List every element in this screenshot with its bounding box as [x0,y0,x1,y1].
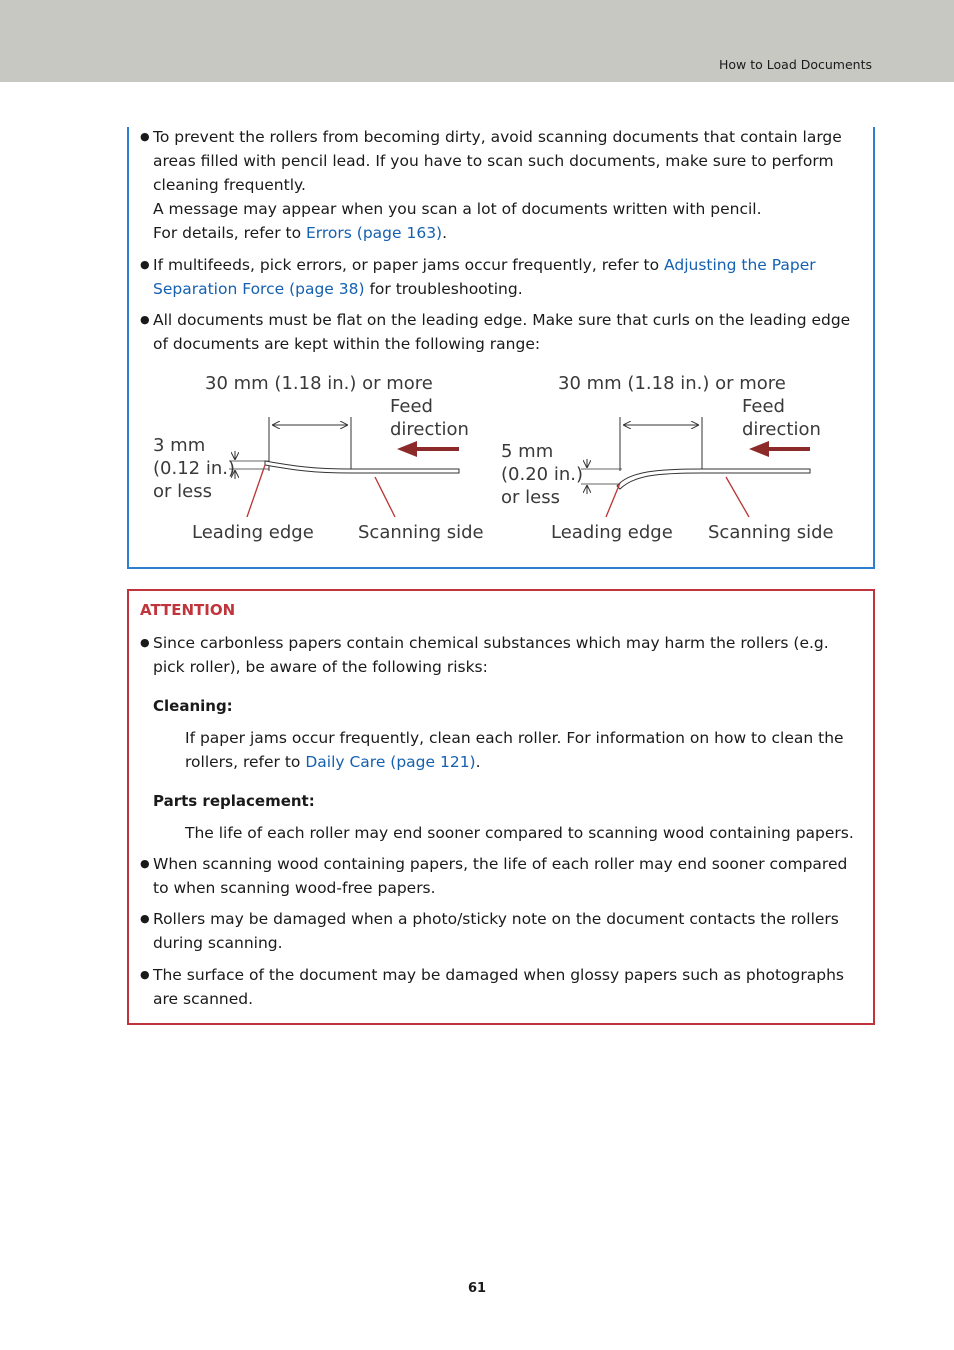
attention-bullet-3-text: Rollers may be damaged when a photo/sticky note on the document contacts the rollers during scanning. [153,910,839,952]
right-direction-label: direction [742,419,821,440]
left-curl-label-3: or less [153,481,212,502]
hint-bullet-1-text: To prevent the rollers from becoming dirty, avoid scanning documents that contain large areas filled with pencil lead. If you have to scan such documents, make sure to perform cleaning frequently. [153,128,842,194]
header-band [0,0,954,82]
hint-bullet-1 [140,125,865,245]
right-leading-edge-label: Leading edge [551,522,673,543]
cleaning-text-body: If paper jams occur frequently, clean each roller. For information on how to clean the rollers, refer to [185,729,844,771]
left-leading-edge-label: Leading edge [192,522,314,543]
right-curl-label-3: or less [501,487,560,508]
bullet-icon: ● [140,968,150,981]
period: . [442,224,448,242]
bullet-icon: ● [140,313,150,326]
attention-bullet-3 [140,907,853,955]
left-diagram [153,373,484,543]
attention-bullet-1 [140,631,853,679]
hint-bullet-1-message: A message may appear when you scan a lot of documents written with pencil. [153,200,762,218]
errors-link[interactable]: Errors (page 163) [306,224,443,242]
attention-bullet-4-text: The surface of the document may be damaged when glossy papers such as photographs are scanned. [153,966,844,1008]
right-scanning-side-label: Scanning side [708,522,834,543]
right-length-label: 30 mm (1.18 in.) or more [558,373,786,394]
parts-replacement-text: The life of each roller may end sooner compared to scanning wood containing papers. [185,824,854,842]
right-feed-arrow-icon [749,441,810,457]
left-scanning-side-label: Scanning side [358,522,484,543]
paper-separation-link[interactable]: Adjusting the Paper Separation Force (page 38) [153,256,816,298]
right-diagram [501,373,834,543]
attention-box [127,589,875,1025]
bullet-icon: ● [140,912,150,925]
attention-bullet-2-text: When scanning wood containing papers, the life of each roller may end sooner compared to when scanning wood-free papers. [153,855,848,897]
bullet-icon: ● [140,130,150,143]
daily-care-link[interactable]: Daily Care (page 121) [305,753,476,771]
hint-bullet-3-text: All documents must be flat on the leading edge. Make sure that curls on the leading edge of documents are kept within the following range: [153,311,851,353]
hint-bullet-2 [140,253,865,301]
left-length-label: 30 mm (1.18 in.) or more [205,373,433,394]
attention-bullet-2 [140,852,853,900]
cleaning-label: Cleaning: [153,697,233,715]
hint-box [127,127,875,569]
attention-bullet-1-text: Since carbonless papers contain chemical substances which may harm the rollers (e.g. pick roller), be aware of the following risks: [153,634,829,676]
left-feed-label: Feed [390,396,433,417]
page-number: 61 [467,1281,487,1296]
bullet-icon: ● [140,258,150,271]
period: . [475,753,481,771]
cleaning-text [185,726,845,774]
hint-bullet-2-post: for troubleshooting. [364,280,523,298]
curl-range-figure [129,365,873,555]
bullet-icon: ● [140,857,150,870]
hint-bullet-3 [140,308,865,356]
header-title: How to Load Documents [719,57,872,72]
hint-bullet-1-refer: For details, refer to [153,224,306,242]
bullet-icon: ● [140,636,150,649]
right-curl-label-1: 5 mm [501,441,554,462]
left-curl-label-2: (0.12 in.) [153,458,235,479]
right-curl-label-2: (0.20 in.) [501,464,583,485]
attention-bullet-4 [140,963,853,1011]
parts-replacement-label: Parts replacement: [153,792,315,810]
left-direction-label: direction [390,419,469,440]
left-curl-label-1: 3 mm [153,435,206,456]
left-feed-arrow-icon [397,441,459,457]
hint-bullet-2-text: If multifeeds, pick errors, or paper jams occur frequently, refer to [153,256,665,274]
attention-title: ATTENTION [140,601,236,619]
right-feed-label: Feed [742,396,785,417]
